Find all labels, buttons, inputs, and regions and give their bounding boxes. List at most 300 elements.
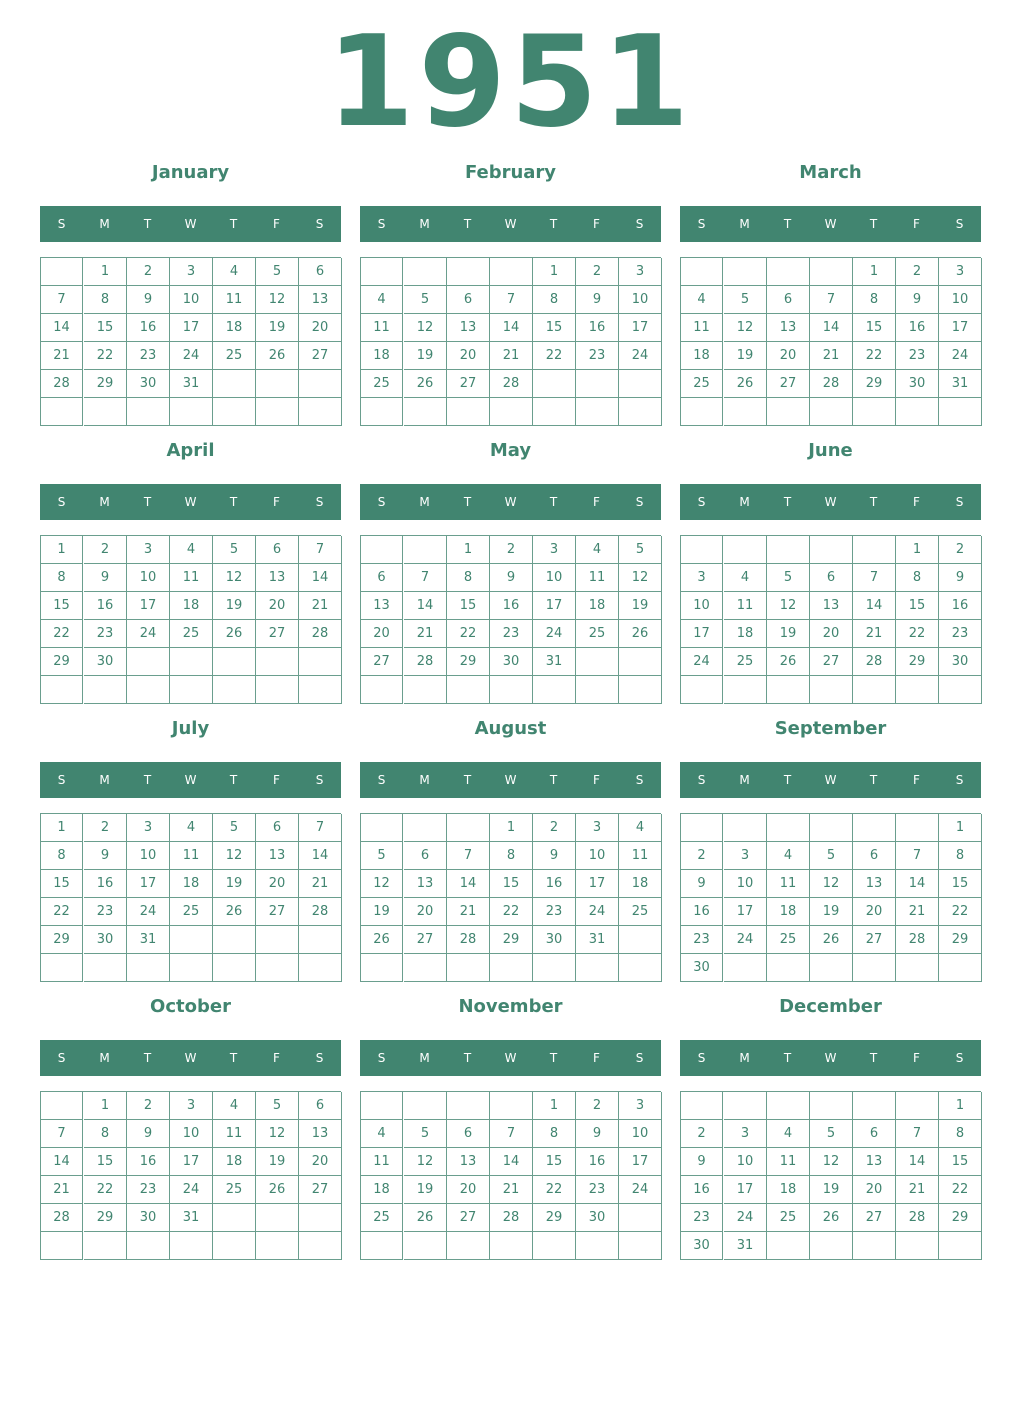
day-cell: 20	[299, 314, 342, 342]
day-cell	[533, 954, 576, 982]
day-cell: 25	[724, 648, 767, 676]
day-cell: 16	[533, 870, 576, 898]
day-cell: 13	[256, 842, 299, 870]
day-cell: 31	[127, 926, 170, 954]
day-cell: 12	[256, 1120, 299, 1148]
month-october	[40, 992, 341, 1260]
day-cell	[896, 814, 939, 842]
weekday-label: S	[635, 1051, 644, 1065]
day-cell	[533, 676, 576, 704]
day-cell: 15	[41, 592, 83, 620]
day-cell	[619, 1204, 662, 1232]
day-cell: 6	[447, 1120, 490, 1148]
day-cell: 23	[127, 1176, 170, 1204]
day-cell: 6	[810, 564, 853, 592]
weekday-label: T	[783, 1051, 792, 1065]
day-grid	[680, 257, 981, 426]
day-cell	[213, 954, 256, 982]
day-cell: 3	[619, 258, 662, 286]
day-cell	[810, 1092, 853, 1120]
day-cell: 2	[681, 1120, 723, 1148]
day-cell: 28	[41, 370, 83, 398]
weekday-label: F	[913, 773, 920, 787]
day-cell	[299, 954, 342, 982]
day-cell	[404, 398, 447, 426]
weekday-label: T	[869, 217, 878, 231]
day-cell: 10	[619, 1120, 662, 1148]
day-cell: 9	[681, 870, 723, 898]
month-name: December	[779, 996, 882, 1017]
weekday-label: T	[783, 773, 792, 787]
day-cell: 1	[447, 536, 490, 564]
day-grid	[680, 813, 981, 982]
weekday-label: F	[593, 495, 600, 509]
day-cell: 24	[939, 342, 982, 370]
day-grid	[40, 535, 341, 704]
day-cell: 7	[299, 536, 342, 564]
day-cell: 19	[256, 314, 299, 342]
day-cell: 6	[299, 258, 342, 286]
day-cell: 1	[533, 258, 576, 286]
day-cell: 4	[361, 1120, 403, 1148]
day-cell: 24	[619, 342, 662, 370]
day-cell: 11	[170, 842, 213, 870]
day-cell	[939, 398, 982, 426]
day-cell: 13	[361, 592, 403, 620]
day-cell	[681, 536, 723, 564]
day-cell: 2	[896, 258, 939, 286]
day-cell: 6	[256, 814, 299, 842]
day-cell: 29	[41, 648, 83, 676]
day-cell	[213, 398, 256, 426]
day-cell	[170, 926, 213, 954]
day-cell: 14	[810, 314, 853, 342]
day-cell: 24	[127, 898, 170, 926]
day-cell: 27	[853, 926, 896, 954]
day-cell: 13	[810, 592, 853, 620]
day-cell: 12	[361, 870, 403, 898]
day-cell: 26	[810, 926, 853, 954]
weekday-header	[360, 1040, 661, 1076]
day-cell	[724, 676, 767, 704]
day-cell: 21	[490, 342, 533, 370]
day-cell	[213, 676, 256, 704]
weekday-label: M	[739, 1051, 750, 1065]
day-cell: 9	[939, 564, 982, 592]
day-cell: 5	[256, 258, 299, 286]
day-cell: 13	[404, 870, 447, 898]
day-cell	[299, 926, 342, 954]
day-cell: 26	[810, 1204, 853, 1232]
day-cell	[853, 1232, 896, 1260]
day-cell	[256, 398, 299, 426]
day-grid	[360, 535, 661, 704]
month-name: July	[171, 718, 210, 739]
day-cell	[213, 1204, 256, 1232]
day-grid	[40, 257, 341, 426]
weekday-label: S	[955, 217, 964, 231]
day-cell: 17	[939, 314, 982, 342]
weekday-label: M	[419, 217, 430, 231]
day-cell: 10	[619, 286, 662, 314]
day-cell	[810, 1232, 853, 1260]
day-cell: 16	[84, 870, 127, 898]
day-cell	[810, 398, 853, 426]
day-cell: 3	[170, 1092, 213, 1120]
day-cell: 10	[939, 286, 982, 314]
day-cell: 30	[681, 954, 723, 982]
day-cell: 17	[127, 870, 170, 898]
day-cell	[361, 1092, 403, 1120]
day-cell: 14	[490, 1148, 533, 1176]
day-cell: 6	[299, 1092, 342, 1120]
day-cell: 10	[127, 842, 170, 870]
day-cell	[490, 676, 533, 704]
day-cell	[127, 398, 170, 426]
day-cell: 12	[810, 870, 853, 898]
day-cell: 30	[127, 370, 170, 398]
day-cell: 19	[810, 1176, 853, 1204]
day-cell: 27	[299, 1176, 342, 1204]
day-cell: 1	[41, 536, 83, 564]
day-cell	[404, 954, 447, 982]
weekday-label: M	[99, 217, 110, 231]
day-cell: 29	[41, 926, 83, 954]
day-cell	[127, 1232, 170, 1260]
day-cell	[404, 676, 447, 704]
day-cell: 16	[127, 1148, 170, 1176]
day-cell	[84, 676, 127, 704]
day-cell: 3	[724, 1120, 767, 1148]
day-cell: 28	[299, 898, 342, 926]
day-cell: 3	[619, 1092, 662, 1120]
day-cell: 26	[256, 1176, 299, 1204]
day-cell	[213, 1232, 256, 1260]
day-cell: 15	[533, 314, 576, 342]
day-cell: 19	[404, 1176, 447, 1204]
weekday-label: M	[419, 1051, 430, 1065]
day-cell: 22	[84, 1176, 127, 1204]
day-cell: 9	[681, 1148, 723, 1176]
day-cell: 23	[681, 926, 723, 954]
day-cell: 4	[619, 814, 662, 842]
day-cell: 31	[724, 1232, 767, 1260]
weekday-header	[680, 1040, 981, 1076]
day-cell: 16	[576, 314, 619, 342]
day-cell: 15	[896, 592, 939, 620]
month-may	[360, 436, 661, 704]
day-cell	[490, 398, 533, 426]
day-cell	[724, 398, 767, 426]
month-november	[360, 992, 661, 1260]
day-cell	[490, 1092, 533, 1120]
weekday-label: T	[869, 495, 878, 509]
day-cell: 14	[896, 1148, 939, 1176]
day-cell: 26	[404, 370, 447, 398]
day-cell: 18	[681, 342, 723, 370]
day-cell	[533, 1232, 576, 1260]
weekday-label: S	[955, 773, 964, 787]
day-cell	[447, 676, 490, 704]
day-cell: 8	[533, 286, 576, 314]
day-cell: 16	[681, 1176, 723, 1204]
day-cell	[213, 370, 256, 398]
day-cell: 12	[404, 314, 447, 342]
day-cell: 23	[533, 898, 576, 926]
day-cell: 16	[576, 1148, 619, 1176]
day-cell: 8	[853, 286, 896, 314]
day-cell: 26	[256, 342, 299, 370]
day-cell	[533, 398, 576, 426]
day-cell: 30	[84, 648, 127, 676]
month-december	[680, 992, 981, 1260]
day-cell: 29	[84, 370, 127, 398]
weekday-label: F	[273, 495, 280, 509]
day-cell: 11	[619, 842, 662, 870]
day-cell: 8	[84, 1120, 127, 1148]
day-cell	[810, 814, 853, 842]
day-cell: 1	[84, 1092, 127, 1120]
day-cell: 10	[533, 564, 576, 592]
day-cell: 2	[84, 814, 127, 842]
day-cell: 4	[213, 1092, 256, 1120]
day-cell: 16	[127, 314, 170, 342]
month-august	[360, 714, 661, 982]
day-cell: 24	[533, 620, 576, 648]
weekday-label: S	[697, 773, 706, 787]
day-cell: 7	[490, 286, 533, 314]
weekday-label: T	[869, 1051, 878, 1065]
day-cell: 20	[256, 870, 299, 898]
day-cell	[896, 954, 939, 982]
month-name: January	[151, 162, 230, 183]
day-cell	[447, 954, 490, 982]
day-cell	[170, 676, 213, 704]
weekday-label: S	[697, 217, 706, 231]
day-cell: 20	[447, 1176, 490, 1204]
day-cell	[447, 258, 490, 286]
weekday-label: F	[273, 217, 280, 231]
weekday-label: T	[143, 1051, 152, 1065]
day-cell: 26	[767, 648, 810, 676]
day-cell: 26	[404, 1204, 447, 1232]
day-cell: 3	[939, 258, 982, 286]
day-cell: 21	[299, 592, 342, 620]
day-cell	[127, 676, 170, 704]
day-cell	[490, 1232, 533, 1260]
weekday-label: T	[783, 217, 792, 231]
day-cell: 29	[939, 1204, 982, 1232]
day-cell: 7	[299, 814, 342, 842]
day-cell: 20	[404, 898, 447, 926]
day-cell: 14	[299, 564, 342, 592]
day-cell: 10	[127, 564, 170, 592]
day-cell: 26	[619, 620, 662, 648]
day-cell: 9	[84, 564, 127, 592]
day-cell: 16	[896, 314, 939, 342]
day-cell: 23	[681, 1204, 723, 1232]
day-cell: 27	[853, 1204, 896, 1232]
day-cell: 7	[404, 564, 447, 592]
day-cell: 10	[724, 870, 767, 898]
day-cell: 23	[84, 620, 127, 648]
day-cell: 30	[681, 1232, 723, 1260]
day-cell: 14	[41, 314, 83, 342]
day-cell: 18	[170, 870, 213, 898]
weekday-label: W	[504, 773, 517, 787]
weekday-label: S	[955, 495, 964, 509]
day-cell	[619, 954, 662, 982]
day-cell: 2	[939, 536, 982, 564]
day-cell: 22	[533, 1176, 576, 1204]
day-cell: 20	[810, 620, 853, 648]
day-cell: 14	[490, 314, 533, 342]
day-cell	[619, 370, 662, 398]
day-cell: 5	[404, 286, 447, 314]
day-cell: 15	[84, 314, 127, 342]
day-cell	[576, 954, 619, 982]
day-cell	[681, 676, 723, 704]
month-march	[680, 158, 981, 426]
day-cell: 18	[213, 1148, 256, 1176]
day-cell: 3	[724, 842, 767, 870]
day-cell: 13	[299, 286, 342, 314]
day-cell: 11	[361, 1148, 403, 1176]
day-cell: 15	[447, 592, 490, 620]
day-cell	[619, 398, 662, 426]
day-cell: 18	[213, 314, 256, 342]
day-cell: 29	[84, 1204, 127, 1232]
day-cell: 1	[533, 1092, 576, 1120]
weekday-label: F	[913, 217, 920, 231]
day-cell: 29	[939, 926, 982, 954]
day-cell: 1	[853, 258, 896, 286]
day-cell	[84, 398, 127, 426]
day-cell: 25	[213, 342, 256, 370]
day-cell: 27	[361, 648, 403, 676]
day-cell	[576, 676, 619, 704]
weekday-label: S	[57, 773, 66, 787]
weekday-label: M	[419, 773, 430, 787]
day-cell	[84, 1232, 127, 1260]
day-cell	[619, 1232, 662, 1260]
day-cell: 14	[404, 592, 447, 620]
day-cell	[299, 1232, 342, 1260]
weekday-header	[40, 484, 341, 520]
day-cell: 29	[853, 370, 896, 398]
day-cell	[84, 954, 127, 982]
day-cell	[41, 1232, 83, 1260]
day-cell: 11	[170, 564, 213, 592]
day-cell	[576, 1232, 619, 1260]
day-cell: 3	[533, 536, 576, 564]
day-cell: 11	[576, 564, 619, 592]
day-cell: 5	[404, 1120, 447, 1148]
day-cell: 7	[810, 286, 853, 314]
day-cell: 9	[490, 564, 533, 592]
weekday-label: W	[184, 217, 197, 231]
day-cell: 31	[939, 370, 982, 398]
day-cell	[361, 954, 403, 982]
weekday-header	[360, 762, 661, 798]
weekday-label: S	[377, 1051, 386, 1065]
day-cell: 11	[681, 314, 723, 342]
day-cell: 2	[127, 1092, 170, 1120]
day-cell: 22	[41, 620, 83, 648]
day-cell	[41, 258, 83, 286]
day-cell: 28	[404, 648, 447, 676]
weekday-label: S	[315, 773, 324, 787]
weekday-label: M	[99, 1051, 110, 1065]
day-cell: 19	[724, 342, 767, 370]
day-cell: 27	[256, 620, 299, 648]
weekday-label: S	[697, 495, 706, 509]
day-cell: 8	[939, 1120, 982, 1148]
day-cell: 8	[896, 564, 939, 592]
day-cell: 13	[299, 1120, 342, 1148]
day-cell: 9	[84, 842, 127, 870]
day-cell	[361, 1232, 403, 1260]
day-cell: 15	[490, 870, 533, 898]
month-july	[40, 714, 341, 982]
day-cell: 23	[127, 342, 170, 370]
day-cell: 6	[853, 1120, 896, 1148]
day-cell	[810, 954, 853, 982]
day-cell: 26	[213, 620, 256, 648]
weekday-label: F	[273, 1051, 280, 1065]
day-cell: 29	[490, 926, 533, 954]
day-cell: 1	[84, 258, 127, 286]
day-cell: 17	[724, 1176, 767, 1204]
day-cell	[170, 954, 213, 982]
day-cell: 22	[533, 342, 576, 370]
day-cell: 8	[533, 1120, 576, 1148]
day-cell: 9	[896, 286, 939, 314]
day-cell	[724, 954, 767, 982]
day-cell: 15	[84, 1148, 127, 1176]
day-cell: 15	[533, 1148, 576, 1176]
day-cell	[41, 398, 83, 426]
day-cell: 25	[361, 370, 403, 398]
day-cell: 25	[681, 370, 723, 398]
weekday-label: W	[504, 217, 517, 231]
weekday-label: T	[143, 495, 152, 509]
day-cell	[361, 814, 403, 842]
day-cell	[533, 370, 576, 398]
day-cell: 14	[853, 592, 896, 620]
day-cell	[299, 370, 342, 398]
month-name: March	[799, 162, 862, 183]
day-cell: 27	[810, 648, 853, 676]
day-cell: 22	[939, 1176, 982, 1204]
day-cell: 13	[853, 1148, 896, 1176]
day-cell: 22	[447, 620, 490, 648]
weekday-label: M	[739, 217, 750, 231]
day-cell	[619, 926, 662, 954]
day-cell: 24	[170, 1176, 213, 1204]
day-cell: 18	[576, 592, 619, 620]
weekday-header	[40, 1040, 341, 1076]
day-cell: 8	[447, 564, 490, 592]
month-name: February	[464, 162, 557, 183]
weekday-label: S	[315, 1051, 324, 1065]
day-cell: 6	[853, 842, 896, 870]
day-cell	[896, 1232, 939, 1260]
day-cell: 14	[896, 870, 939, 898]
day-cell	[299, 398, 342, 426]
weekday-header	[680, 484, 981, 520]
day-cell: 14	[299, 842, 342, 870]
